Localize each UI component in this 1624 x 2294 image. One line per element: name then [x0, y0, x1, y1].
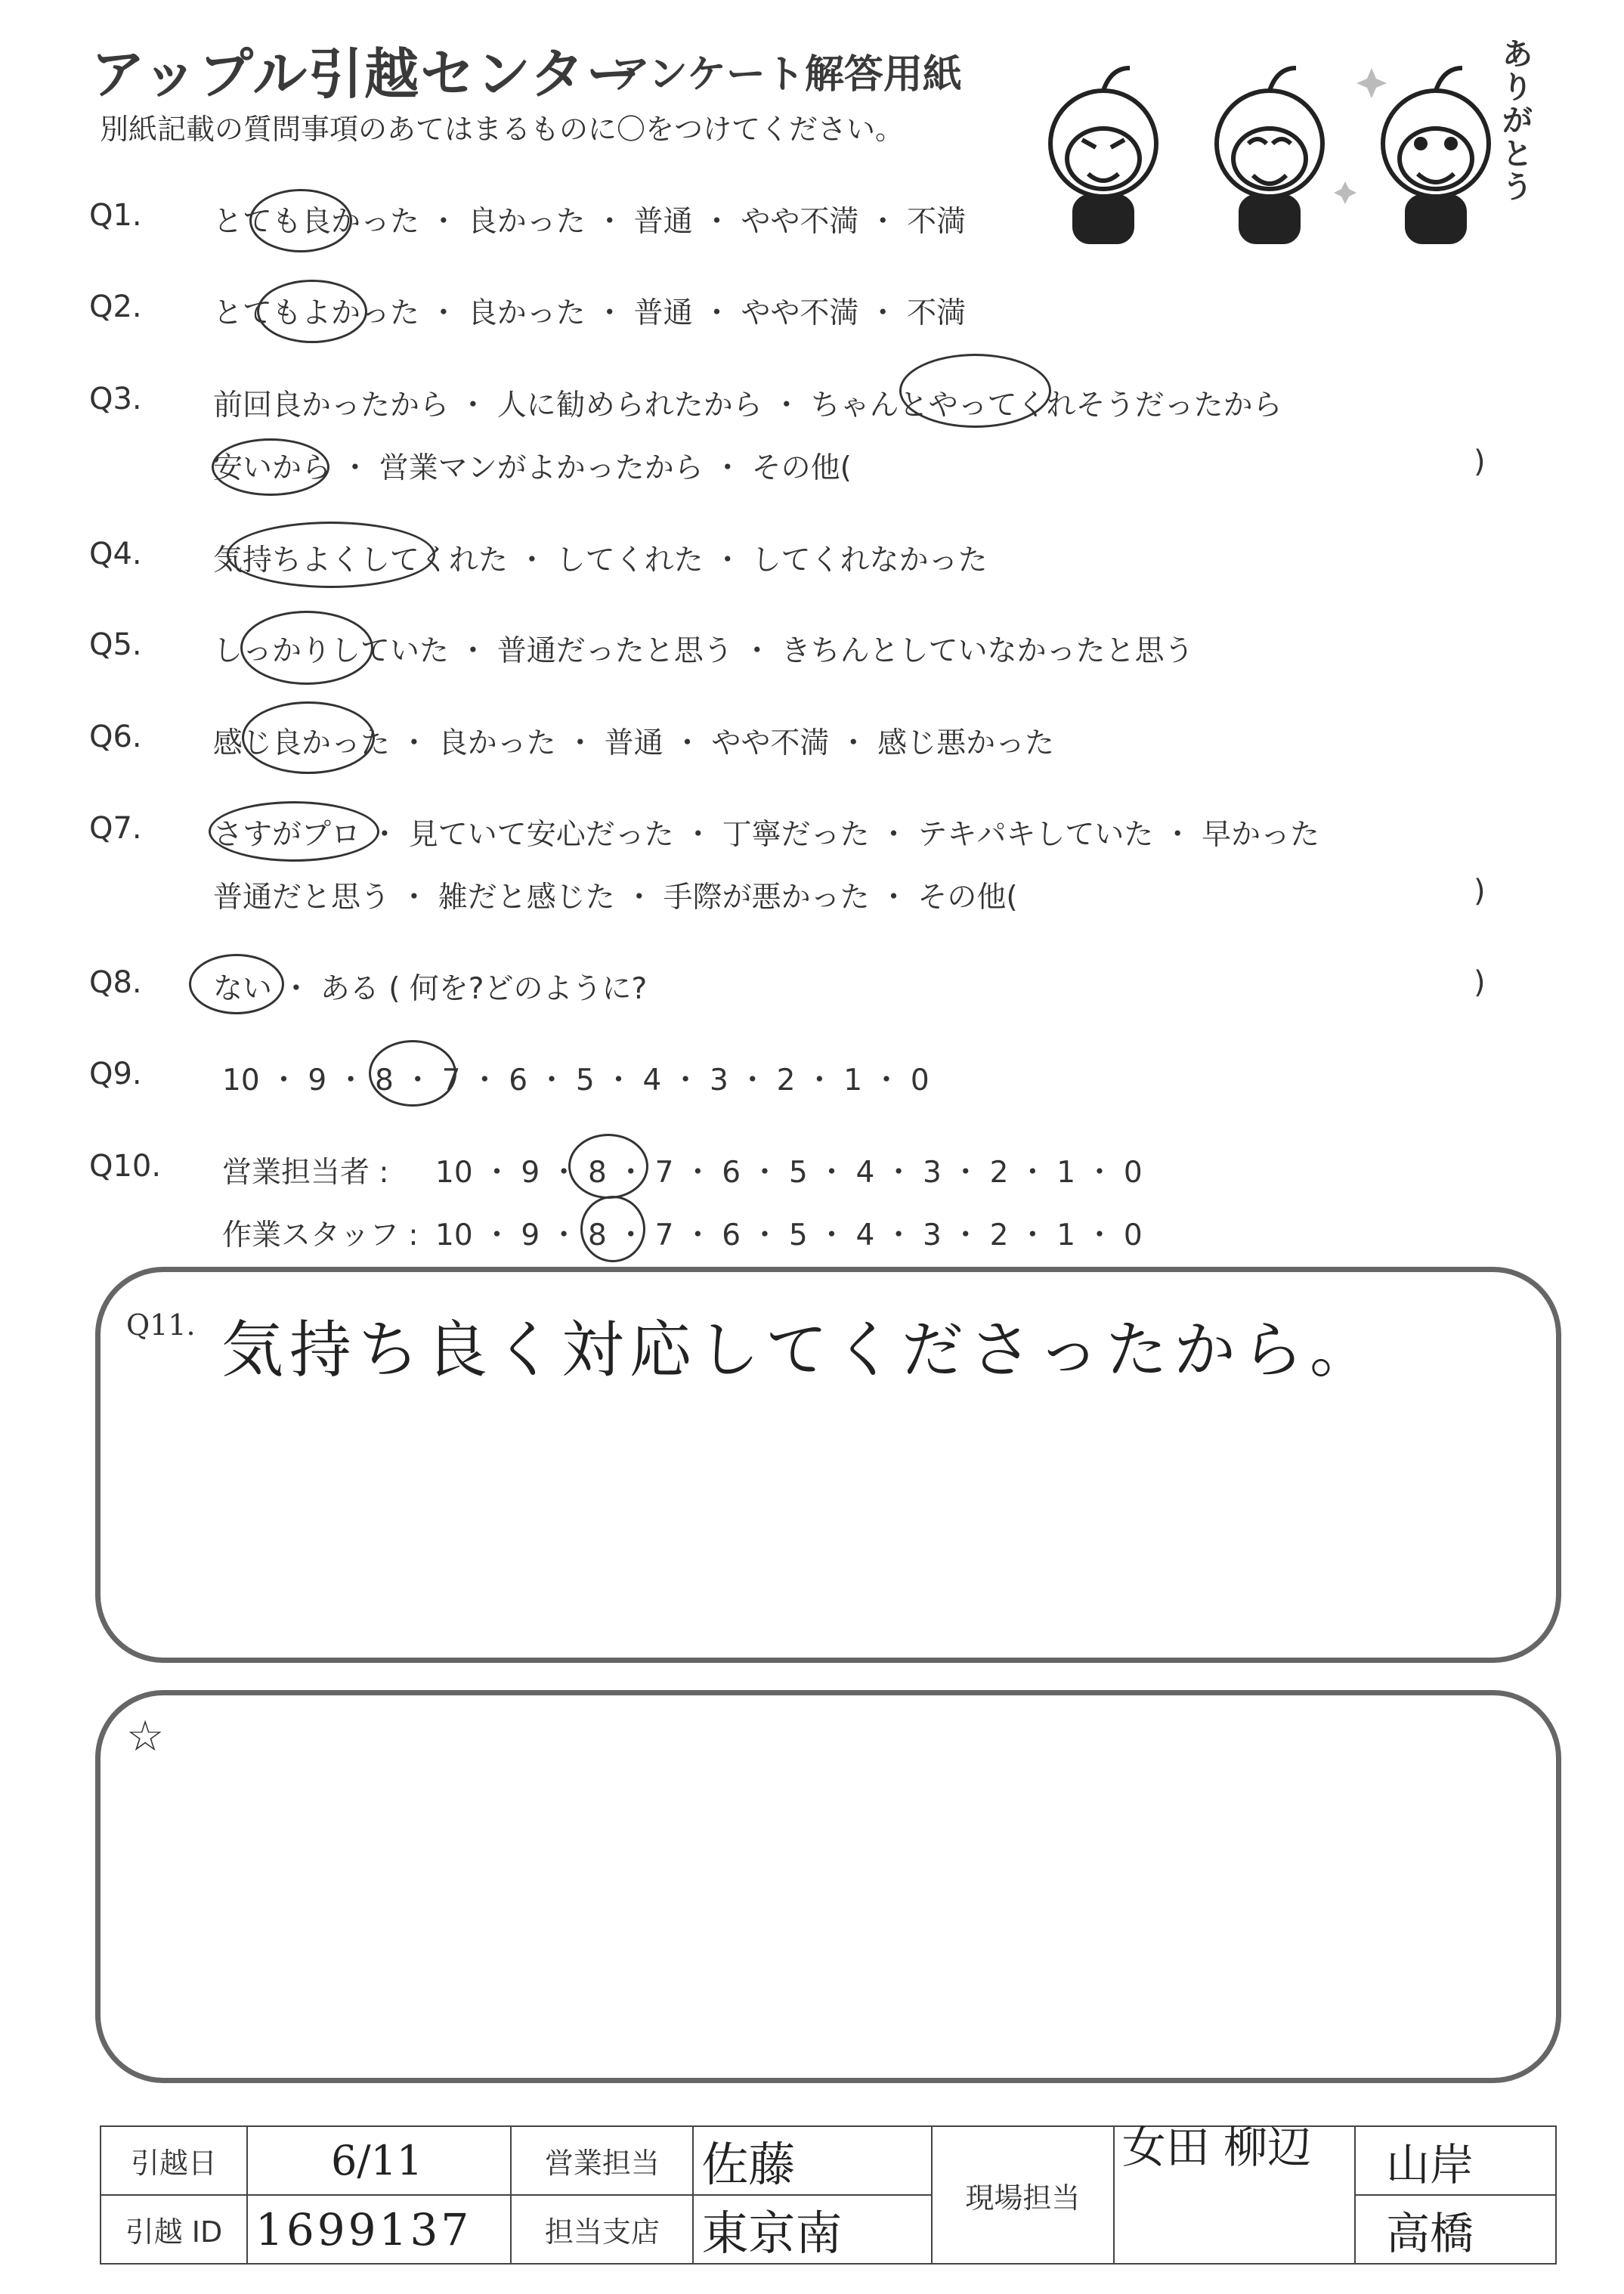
q10-staff-options: 10 ・ 9 ・ 8 ・ 7 ・ 6 ・ 5 ・ 4 ・ 3 ・ 2 ・ 1 ・ 0	[435, 1218, 1143, 1252]
q7-options-line2: 普通だと思う ・ 雑だと感じた ・ 手際が悪かった ・ その他(	[213, 881, 1018, 915]
q4-selection-circle	[227, 522, 435, 588]
footer-info-table	[100, 2122, 1557, 2265]
q10-label: Q10.	[89, 1149, 162, 1184]
star-label: ☆	[126, 1712, 165, 1761]
q9-options: 10 ・ 9 ・ 8 ・ 7 ・ 6 ・ 5 ・ 4 ・ 3 ・ 2 ・ 1 ・ 0	[222, 1063, 930, 1097]
q8-options: ない ・ ある ( 何を?どのように?	[213, 972, 648, 1006]
form-title: アンケート解答用紙	[611, 52, 962, 98]
site-value: 女田 柳辺	[1121, 2122, 1312, 2173]
q1-options: とても良かった ・ 良かった ・ 普通 ・ やや不満 ・ 不満	[213, 205, 967, 239]
q4-label: Q4.	[89, 537, 142, 571]
q11-label: Q11.	[126, 1308, 196, 1342]
branch-value: 東京南	[701, 2206, 843, 2261]
q7-selection-circle	[209, 801, 379, 862]
q4-options: 気持ちよくしてくれた ・ してくれた ・ してくれなかった	[213, 543, 988, 577]
site-label: 現場担当	[932, 2126, 1114, 2264]
q6-selection-circle	[242, 701, 375, 774]
thanks-text: ありがとう	[1502, 37, 1533, 205]
move-date-label: 引越日	[101, 2126, 247, 2195]
q7-options-line1: さすがプロ ・ 見ていて安心だった ・ 丁寧だった ・ テキパキしていた ・ 早かった	[213, 818, 1320, 852]
q10-sales-label: 営業担当者 :	[222, 1156, 389, 1190]
q3-close-paren: )	[1474, 444, 1486, 479]
q9-selection-circle	[369, 1040, 456, 1107]
q3-options-line2: 安いから ・ 営業マンがよかったから ・ その他(	[213, 451, 852, 485]
q5-selection-circle	[240, 611, 373, 685]
q3-options-line1: 前回良かったから ・ 人に勧められたから ・ ちゃんとやってくれそうだったから	[213, 389, 1282, 423]
q2-options: とてもよかった ・ 良かった ・ 普通 ・ やや不満 ・ 不満	[213, 296, 967, 330]
q3-selection-circle-2	[212, 438, 329, 496]
q10-sales-selection-circle	[568, 1134, 648, 1199]
q8-close-paren: )	[1474, 965, 1486, 1000]
q2-label: Q2.	[89, 289, 142, 324]
q6-options: 感じ良かった ・ 良かった ・ 普通 ・ やや不満 ・ 感じ悪かった	[213, 726, 1055, 760]
q9-label: Q9.	[89, 1057, 142, 1091]
q8-selection-circle	[189, 954, 284, 1014]
site-value-3: 高橋	[1385, 2207, 1474, 2259]
q5-label: Q5.	[89, 627, 142, 662]
q1-label: Q1.	[89, 198, 142, 233]
q3-label: Q3.	[89, 382, 142, 416]
mascot-illustration	[1013, 30, 1542, 249]
q7-label: Q7.	[89, 811, 142, 846]
q11-comment-box	[95, 1267, 1561, 1663]
q1-selection-circle	[249, 189, 352, 252]
q2-selection-circle	[257, 280, 367, 343]
branch-label: 担当支店	[511, 2195, 693, 2264]
q5-options: しっかりしていた ・ 普通だったと思う ・ きちんとしていなかったと思う	[213, 634, 1194, 668]
move-id-value: 1699137	[255, 2203, 472, 2255]
sales-label: 営業担当	[511, 2126, 693, 2195]
q7-close-paren: )	[1474, 874, 1486, 909]
instruction-text: 別紙記載の質問事項のあてはまるものに〇をつけてください。	[100, 113, 905, 146]
monkey-mascots-icon	[1013, 30, 1542, 249]
q8-label: Q8.	[89, 965, 142, 1000]
q10-sales-options: 10 ・ 9 ・ 8 ・ 7 ・ 6 ・ 5 ・ 4 ・ 3 ・ 2 ・ 1 ・ 0	[435, 1156, 1143, 1190]
q10-staff-selection-circle	[580, 1196, 645, 1262]
star-comment-box	[95, 1690, 1561, 2083]
site-value-2: 山岸	[1385, 2138, 1474, 2190]
company-title: アップル引越センター	[91, 42, 642, 106]
q3-selection-circle-1	[899, 354, 1051, 428]
move-date-value: 6/11	[330, 2137, 423, 2184]
q6-label: Q6.	[89, 720, 142, 754]
sales-value: 佐藤	[701, 2137, 796, 2192]
move-id-label: 引越 ID	[101, 2195, 247, 2264]
q10-staff-label: 作業スタッフ :	[222, 1218, 419, 1252]
q11-answer: 気持ち良く対応してくださったから。	[221, 1314, 1378, 1386]
